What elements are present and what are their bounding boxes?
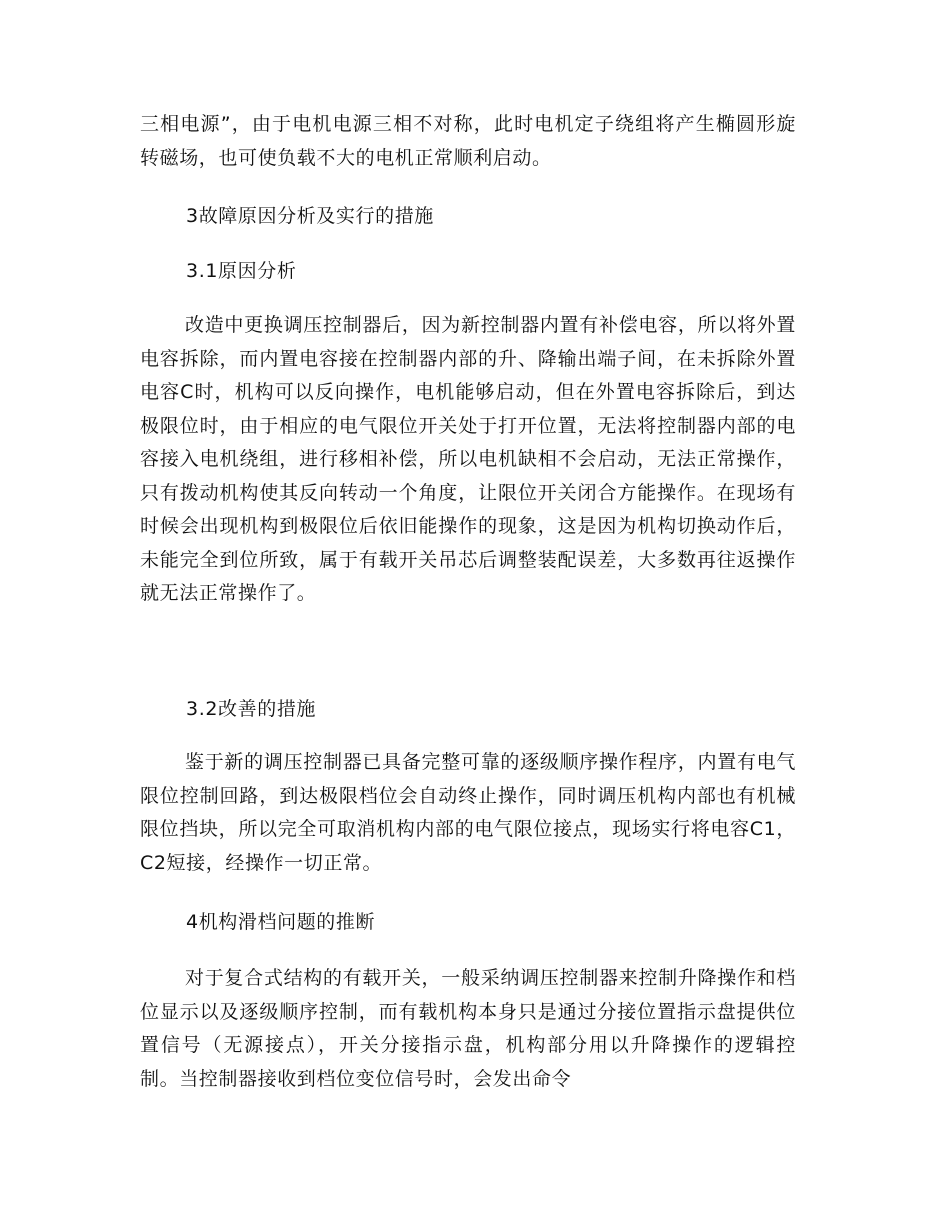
section-4-heading: 4机构滑档问题的推断 xyxy=(186,911,376,933)
section-3-2-heading: 3.2改善的措施 xyxy=(186,698,317,720)
section-3-heading: 3故障原因分析及实行的措施 xyxy=(186,205,434,227)
slip-inference-paragraph: 对于复合式结构的有载开关，一般采纳调压控制器来控制升降操作和档位显示以及逐级顺序控制，而有载机构本身只是通过分接位置指示盘提供位置信号（无源接点），开关分接指示盘，机构部分用以升降操作的逻辑控制。当控制器接收到档位变位信号时，会发出命令 xyxy=(140,967,796,1090)
continuation-paragraph: 三相电源”，由于电机电源三相不对称，此时电机定子绕组将产生椭圆形旋转磁场，也可使负载不大的电机正常顺利启动。 xyxy=(140,113,796,169)
improvement-measures-paragraph: 鉴于新的调压控制器已具备完整可靠的逐级顺序操作程序，内置有电气限位控制回路，到达极限档位会自动终止操作，同时调压机构内部也有机械限位挡块，所以完全可取消机构内部的电气限位接点，现场实行将电容C1，C2短接，经操作一切正常。 xyxy=(140,751,796,874)
section-3-1-heading: 3.1原因分析 xyxy=(186,260,297,282)
cause-analysis-paragraph: 改造中更换调压控制器后，因为新控制器内置有补偿电容，所以将外置电容拆除，而内置电容接在控制器内部的升、降输出端子间，在未拆除外置电容C时，机构可以反向操作，电机能够启动，但在外置电容拆除后，到达极限位时，由于相应的电气限位开关处于打开位置，无法将控制器内部的电容接入电机绕组，进行移相补偿，所以电机缺相不会启动，无法正常操作，只有拨动机构使其反向转动一个角度，让限位开关闭合方能操作。在现场有时候会出现机构到极限位后依旧能操作的现象，这是因为机构切换动作后，未能完全到位所致，属于有载开关吊芯后调整装配误差，大多数再往返操作就无法正常操作了。 xyxy=(140,314,796,604)
